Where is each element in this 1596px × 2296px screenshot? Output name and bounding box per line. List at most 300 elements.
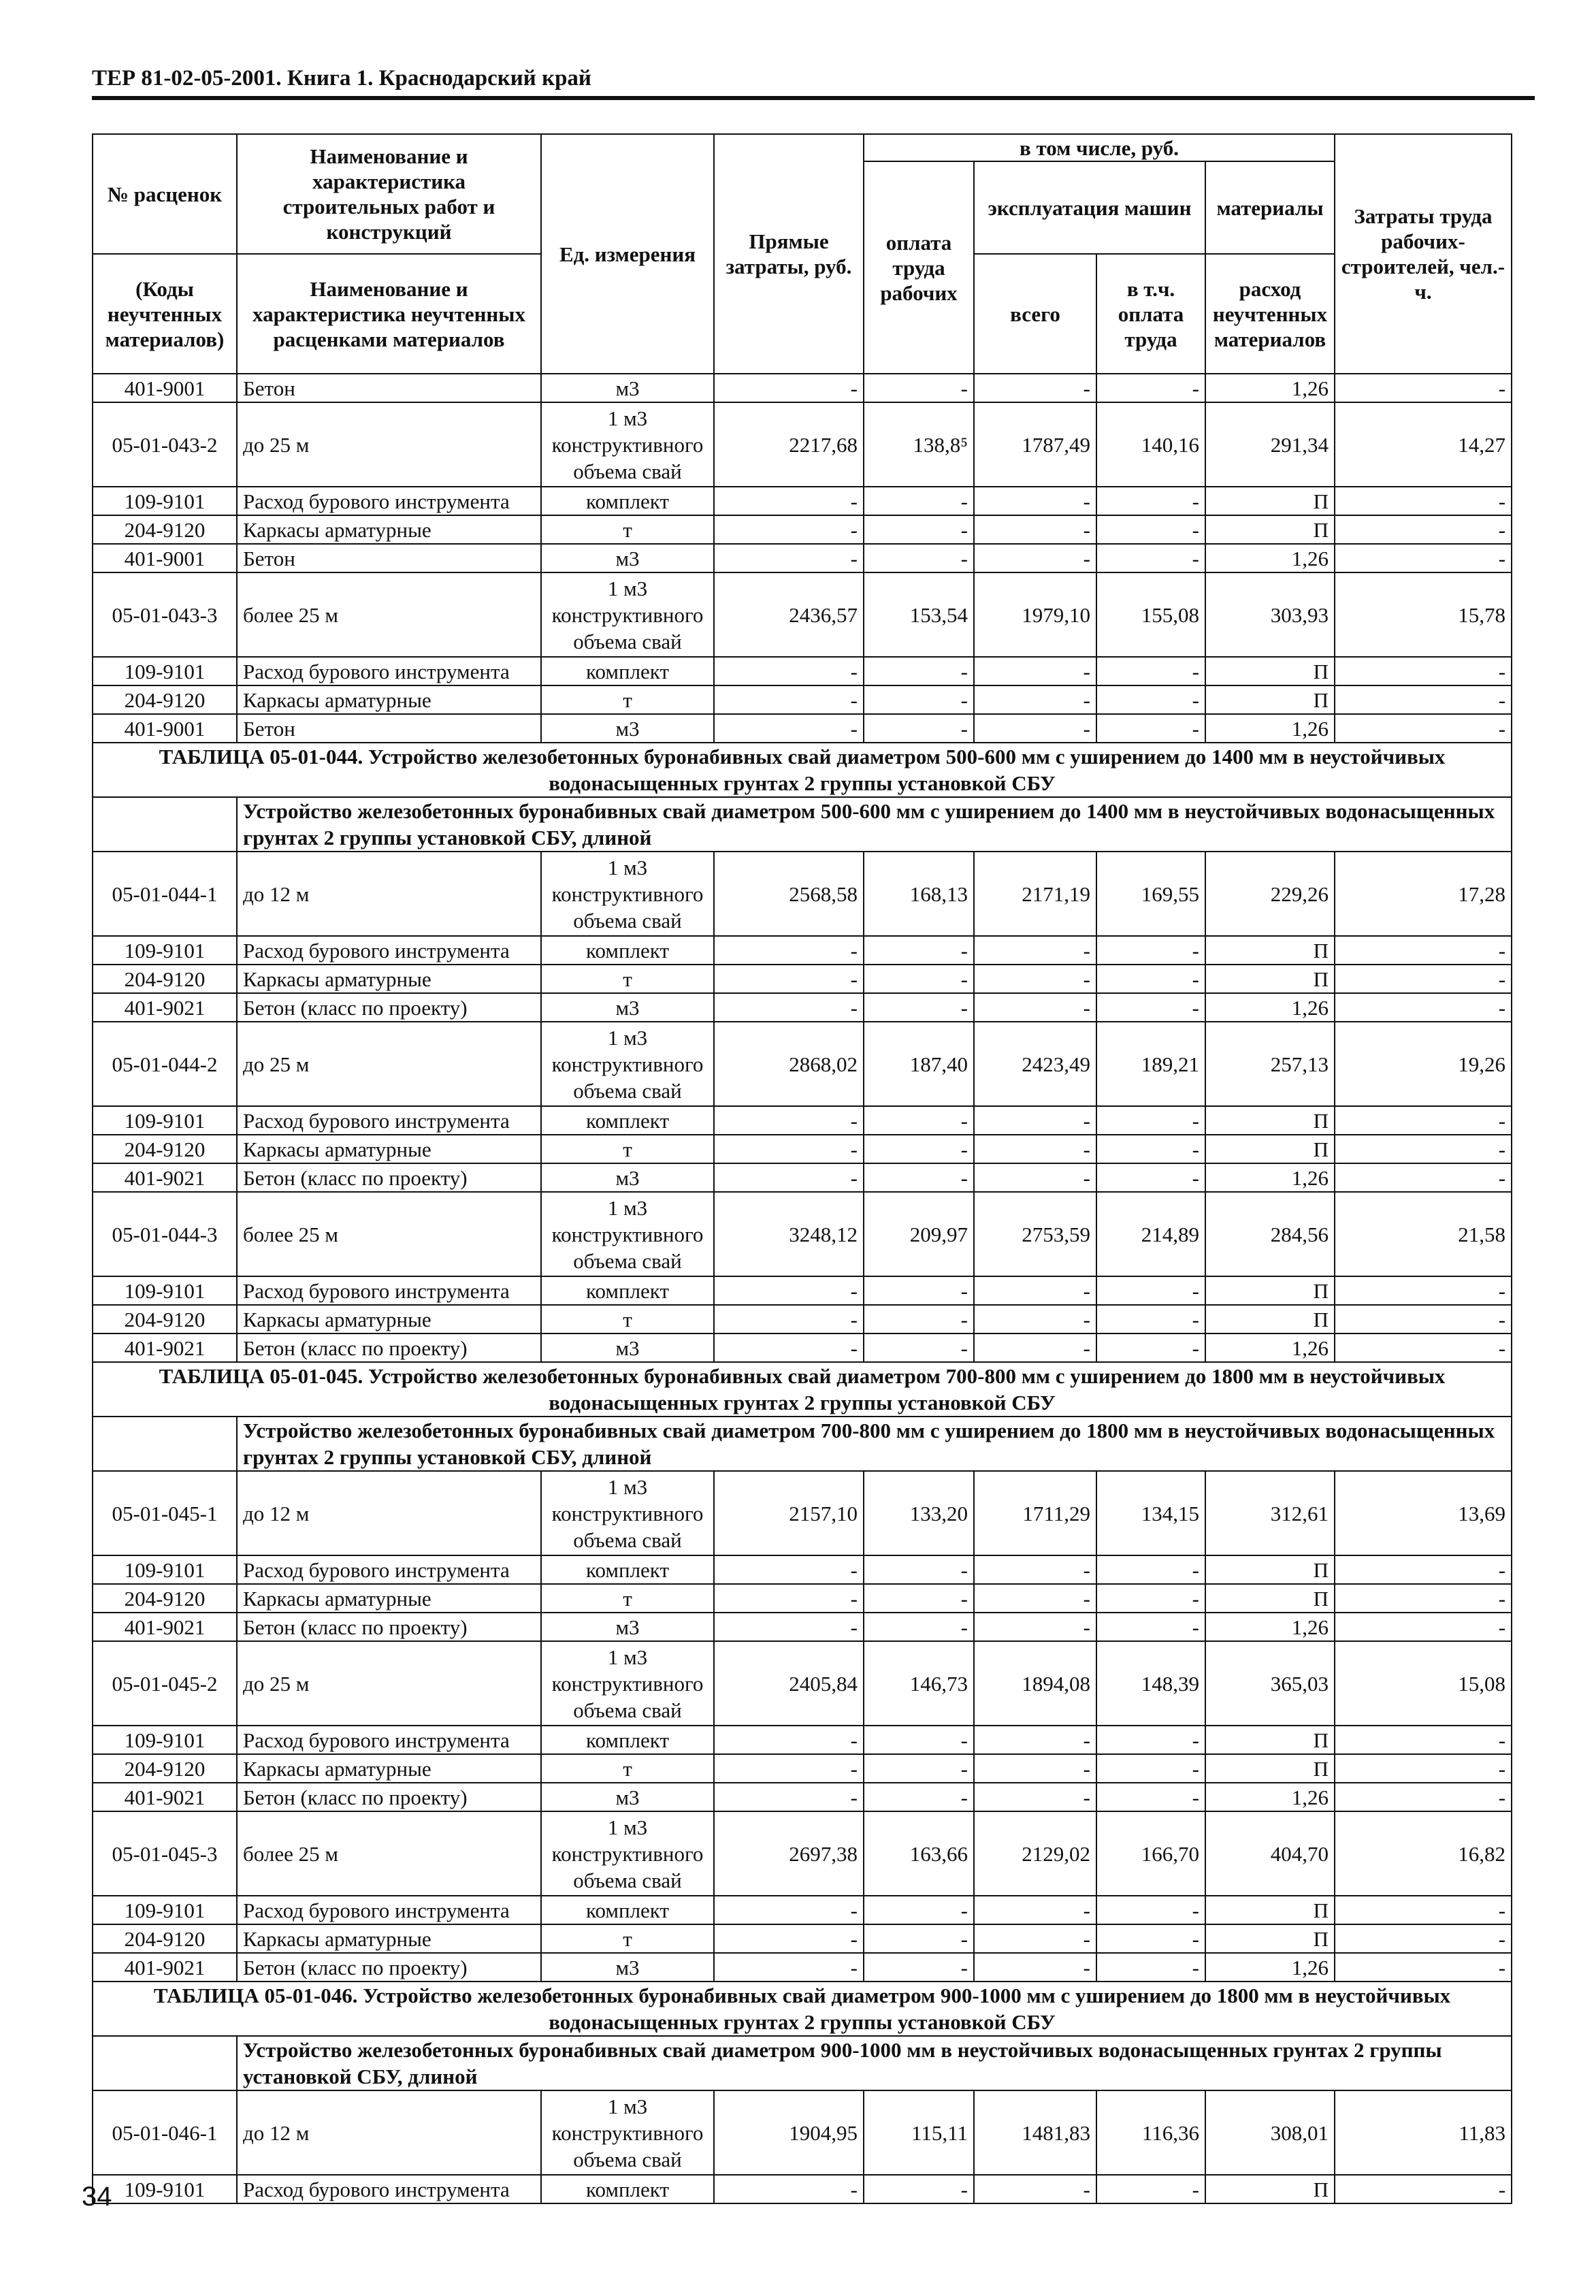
code-cell: 05-01-045-2 xyxy=(93,1641,237,1726)
direct-cost-column-header: Прямые затраты, руб. xyxy=(714,134,864,374)
materials-cell: П xyxy=(1205,1135,1335,1163)
labor-pay-cell: - xyxy=(864,1106,974,1135)
materials-cell: 303,93 xyxy=(1205,572,1335,657)
unit-cell: 1 м3 конструктивного объема свай xyxy=(541,402,714,487)
code-cell: 204-9120 xyxy=(93,1584,237,1613)
rate-row xyxy=(93,1471,1512,1555)
unit-cell: м3 xyxy=(541,544,714,572)
unit-cell: 1 м3 конструктивного объема свай xyxy=(541,2090,714,2175)
subtitle-row xyxy=(93,2036,1512,2090)
machines-total-cell: - xyxy=(974,1726,1096,1754)
labor-cost-cell: - xyxy=(1335,1726,1512,1754)
material-row xyxy=(93,2175,1512,2203)
machines-total-cell: - xyxy=(974,1754,1096,1783)
machines-total-cell: - xyxy=(974,1106,1096,1135)
machines-labor-cell: - xyxy=(1096,936,1205,965)
code-cell: 05-01-045-1 xyxy=(93,1471,237,1555)
materials-cell: 1,26 xyxy=(1205,1953,1335,1982)
unit-cell: комплект xyxy=(541,1276,714,1305)
document-title: ТЕР 81-02-05-2001. Книга 1. Краснодарский край xyxy=(92,66,591,91)
materials-cell: П xyxy=(1205,1106,1335,1135)
machines-labor-cell: - xyxy=(1096,544,1205,572)
labor-cost-cell: 17,28 xyxy=(1335,852,1512,936)
name-cell: Расход бурового инструмента xyxy=(237,657,541,685)
material-row xyxy=(93,1135,1512,1163)
materials-cell: 257,13 xyxy=(1205,1022,1335,1106)
labor-cost-cell: - xyxy=(1335,1555,1512,1584)
labor-cost-cell: - xyxy=(1335,1783,1512,1811)
machines-labor-cell: - xyxy=(1096,1135,1205,1163)
machines-labor-cell: 169,55 xyxy=(1096,852,1205,936)
materials-cell: П xyxy=(1205,1276,1335,1305)
machines-total-cell: 1894,08 xyxy=(974,1641,1096,1726)
code-cell: 05-01-044-1 xyxy=(93,852,237,936)
labor-pay-cell: - xyxy=(864,1953,974,1982)
machines-labor-cell: - xyxy=(1096,1924,1205,1953)
rate-row xyxy=(93,1811,1512,1896)
material-name: Бетон xyxy=(237,374,541,402)
direct-cost-cell: - xyxy=(714,515,864,544)
labor-cost-cell: - xyxy=(1335,1613,1512,1641)
code-cell: 401-9021 xyxy=(93,1163,237,1192)
code-cell: 204-9120 xyxy=(93,965,237,993)
labor-cost-cell: - xyxy=(1335,936,1512,965)
unit-cell: м3 xyxy=(541,374,714,402)
labor-cost-cell: 19,26 xyxy=(1335,1022,1512,1106)
name-cell: более 25 м xyxy=(237,1811,541,1896)
machines-labor-cell: 148,39 xyxy=(1096,1641,1205,1726)
machines-labor-cell: - xyxy=(1096,1953,1205,1982)
code-cell: 401-9021 xyxy=(93,1783,237,1811)
direct-cost-cell: - xyxy=(714,993,864,1022)
materials-cell: 312,61 xyxy=(1205,1471,1335,1555)
labor-cost-cell: 13,69 xyxy=(1335,1471,1512,1555)
machines-total-header: всего xyxy=(974,254,1096,374)
labor-pay-cell: - xyxy=(864,1305,974,1333)
materials-cell: П xyxy=(1205,487,1335,515)
unit-cell: т xyxy=(541,1924,714,1953)
labor-pay-cell: - xyxy=(864,1726,974,1754)
code-cell: 204-9120 xyxy=(93,1135,237,1163)
rate-row xyxy=(93,1192,1512,1276)
unit-cell: т xyxy=(541,1754,714,1783)
labor-cost-cell: - xyxy=(1335,685,1512,714)
materials-cell: П xyxy=(1205,1584,1335,1613)
labor-cost-cell: 15,78 xyxy=(1335,572,1512,657)
unit-cell: 1 м3 конструктивного объема свай xyxy=(541,852,714,936)
materials-cell: П xyxy=(1205,1555,1335,1584)
machines-labor-cell: 140,16 xyxy=(1096,402,1205,487)
labor-cost-cell: - xyxy=(1335,1135,1512,1163)
labor-pay-column-header: оплата труда рабочих xyxy=(864,161,974,374)
machines-labor-cell: - xyxy=(1096,685,1205,714)
code-cell: 204-9120 xyxy=(93,1305,237,1333)
name-cell: Расход бурового инструмента xyxy=(237,1276,541,1305)
name-cell: Бетон (класс по проекту) xyxy=(237,1613,541,1641)
code-cell: 204-9120 xyxy=(93,515,237,544)
material-row xyxy=(93,544,1512,572)
materials-cell: П xyxy=(1205,685,1335,714)
direct-cost-cell: 2868,02 xyxy=(714,1022,864,1106)
machines-total-cell: - xyxy=(974,1783,1096,1811)
labor-cost-cell: - xyxy=(1335,515,1512,544)
machines-labor-cell: - xyxy=(1096,487,1205,515)
labor-pay-cell: - xyxy=(864,936,974,965)
labor-pay-cell: - xyxy=(864,1584,974,1613)
table-subtitle: Устройство железобетонных буронабивных свай диаметром 900-1000 мм в неустойчивых водонасыщенных грунтах 2 группы установкой СБУ, длиной xyxy=(237,2036,1512,2090)
section-title: ТАБЛИЦА 05-01-045. Устройство железобетонных буронабивных свай диаметром 700-800 мм с уширением до 1800 мм в неустойчивых водонасыщенных грунтах 2 группы установкой СБУ xyxy=(93,1362,1512,1417)
material-row xyxy=(93,657,1512,685)
name-cell: Расход бурового инструмента xyxy=(237,1555,541,1584)
name-cell: Расход бурового инструмента xyxy=(237,1726,541,1754)
labor-pay-cell: - xyxy=(864,965,974,993)
direct-cost-cell: - xyxy=(714,1613,864,1641)
materials-cell: П xyxy=(1205,1305,1335,1333)
materials-cell: П xyxy=(1205,1896,1335,1924)
machines-labor-cell: - xyxy=(1096,1276,1205,1305)
labor-cost-cell: - xyxy=(1335,1106,1512,1135)
machines-total-cell: - xyxy=(974,1135,1096,1163)
code-cell: 05-01-045-3 xyxy=(93,1811,237,1896)
machines-labor-cell: - xyxy=(1096,1783,1205,1811)
direct-cost-cell: - xyxy=(714,487,864,515)
labor-cost-cell: - xyxy=(1335,714,1512,743)
code-cell: 109-9101 xyxy=(93,1726,237,1754)
name-cell: Расход бурового инструмента xyxy=(237,487,541,515)
table-body xyxy=(93,374,1512,2203)
machines-labor-cell: 155,08 xyxy=(1096,572,1205,657)
machines-total-cell: 2171,19 xyxy=(974,852,1096,936)
code-cell: 204-9120 xyxy=(93,1754,237,1783)
machines-labor-cell: - xyxy=(1096,1896,1205,1924)
machines-total-cell: - xyxy=(974,1584,1096,1613)
direct-cost-cell: - xyxy=(714,685,864,714)
machines-labor-cell: - xyxy=(1096,657,1205,685)
material-row xyxy=(93,1783,1512,1811)
materials-cell: П xyxy=(1205,965,1335,993)
code-cell: 401-9021 xyxy=(93,1333,237,1362)
material-row xyxy=(93,714,1512,743)
labor-cost-cell: - xyxy=(1335,1896,1512,1924)
code-cell: 109-9101 xyxy=(93,487,237,515)
machines-total-cell: - xyxy=(974,1613,1096,1641)
direct-cost-cell: - xyxy=(714,374,864,402)
machines-total-cell: - xyxy=(974,1333,1096,1362)
machines-labor-cell: - xyxy=(1096,993,1205,1022)
labor-cost-cell: - xyxy=(1335,2175,1512,2203)
direct-cost-cell: 2405,84 xyxy=(714,1641,864,1726)
price-table xyxy=(92,133,1512,2204)
subtitle-row xyxy=(93,1417,1512,1471)
machines-total-cell: - xyxy=(974,1276,1096,1305)
labor-pay-cell: - xyxy=(864,993,974,1022)
unit-cell: м3 xyxy=(541,993,714,1022)
direct-cost-cell: - xyxy=(714,1924,864,1953)
labor-pay-cell: - xyxy=(864,1754,974,1783)
code-cell: 401-9001 xyxy=(93,544,237,572)
materials-cell: 308,01 xyxy=(1205,2090,1335,2175)
name-cell: Расход бурового инструмента xyxy=(237,936,541,965)
machines-total-cell: 1787,49 xyxy=(974,402,1096,487)
name-cell: Расход бурового инструмента xyxy=(237,1106,541,1135)
unit-cell: комплект xyxy=(541,1555,714,1584)
labor-cost-cell: - xyxy=(1335,487,1512,515)
direct-cost-cell: - xyxy=(714,1953,864,1982)
code-cell: 05-01-046-1 xyxy=(93,2090,237,2175)
labor-pay-cell: 146,73 xyxy=(864,1641,974,1726)
direct-cost-cell: 2436,57 xyxy=(714,572,864,657)
empty-cell xyxy=(93,2036,237,2090)
machines-total-cell: 2753,59 xyxy=(974,1192,1096,1276)
machines-total-cell: - xyxy=(974,936,1096,965)
direct-cost-cell: 1904,95 xyxy=(714,2090,864,2175)
code-cell: 109-9101 xyxy=(93,936,237,965)
name-cell: Бетон (класс по проекту) xyxy=(237,1163,541,1192)
materials-cell: 1,26 xyxy=(1205,1333,1335,1362)
machines-total-cell: 1481,83 xyxy=(974,2090,1096,2175)
machines-labor-cell: - xyxy=(1096,1613,1205,1641)
machines-labor-cell: - xyxy=(1096,2175,1205,2203)
unit-cell: т xyxy=(541,965,714,993)
name-cell: до 25 м xyxy=(237,1641,541,1726)
machines-labor-header: в т.ч. оплата труда xyxy=(1096,254,1205,374)
material-row xyxy=(93,1163,1512,1192)
unit-cell: т xyxy=(541,685,714,714)
table-row xyxy=(93,374,1512,402)
machines-labor-cell: - xyxy=(1096,374,1205,402)
material-row xyxy=(93,1754,1512,1783)
code-cell: 401-9021 xyxy=(93,1613,237,1641)
name-cell: Бетон xyxy=(237,544,541,572)
unit-cell: м3 xyxy=(541,1163,714,1192)
direct-cost-cell: - xyxy=(714,965,864,993)
labor-cost-cell: - xyxy=(1335,374,1512,402)
code-column-subheader: (Коды неучтенных материалов) xyxy=(93,254,237,374)
name-cell: Каркасы арматурные xyxy=(237,1924,541,1953)
material-row xyxy=(93,1896,1512,1924)
materials-cell: 284,56 xyxy=(1205,1192,1335,1276)
material-row xyxy=(93,487,1512,515)
labor-pay-cell: - xyxy=(864,657,974,685)
machines-total-cell: - xyxy=(974,1924,1096,1953)
machines-total-cell: - xyxy=(974,374,1096,402)
name-cell: Расход бурового инструмента xyxy=(237,2175,541,2203)
labor-cost-cell: - xyxy=(1335,1953,1512,1982)
direct-cost-cell: - xyxy=(714,1276,864,1305)
machines-total-cell: 2129,02 xyxy=(974,1811,1096,1896)
section-title-row xyxy=(93,1982,1512,2036)
name-cell: до 25 м xyxy=(237,1022,541,1106)
labor-pay-cell: 163,66 xyxy=(864,1811,974,1896)
machines-total-cell: - xyxy=(974,1163,1096,1192)
machines-labor-cell: 214,89 xyxy=(1096,1192,1205,1276)
machines-total-cell: - xyxy=(974,1896,1096,1924)
material-row xyxy=(93,993,1512,1022)
materials-cell: П xyxy=(1205,1726,1335,1754)
unit-cell: комплект xyxy=(541,936,714,965)
direct-cost-cell: - xyxy=(714,1726,864,1754)
material-code: 401-9001 xyxy=(93,374,237,402)
labor-cost-cell: 14,27 xyxy=(1335,402,1512,487)
labor-cost-cell: - xyxy=(1335,1305,1512,1333)
name-cell: Бетон (класс по проекту) xyxy=(237,993,541,1022)
material-row xyxy=(93,1276,1512,1305)
materials-cell: 291,34 xyxy=(1205,402,1335,487)
unit-column-header: Ед. измерения xyxy=(541,134,714,374)
name-cell: до 12 м xyxy=(237,852,541,936)
unit-cell: 1 м3 конструктивного объема свай xyxy=(541,1022,714,1106)
material-row xyxy=(93,1613,1512,1641)
labor-cost-cell: - xyxy=(1335,1163,1512,1192)
labor-pay-cell: 209,97 xyxy=(864,1192,974,1276)
code-cell: 05-01-044-2 xyxy=(93,1022,237,1106)
labor-cost-cell: 11,83 xyxy=(1335,2090,1512,2175)
section-title: ТАБЛИЦА 05-01-044. Устройство железобетонных буронабивных свай диаметром 500-600 мм с уширением до 1400 мм в неустойчивых водонасыщенных грунтах 2 группы установкой СБУ xyxy=(93,743,1512,797)
material-row xyxy=(93,515,1512,544)
labor-cost-cell: - xyxy=(1335,657,1512,685)
name-cell: до 12 м xyxy=(237,1471,541,1555)
labor-pay-cell: 153,54 xyxy=(864,572,974,657)
labor-cost-cell: - xyxy=(1335,1333,1512,1362)
page-number: 34 xyxy=(82,2182,112,2212)
machines-total-cell: - xyxy=(974,1953,1096,1982)
unit-cell: 1 м3 конструктивного объема свай xyxy=(541,1641,714,1726)
materials-cell: 1,26 xyxy=(1205,374,1335,402)
material-row xyxy=(93,936,1512,965)
machines-labor-cell: - xyxy=(1096,1163,1205,1192)
machines-total-cell: - xyxy=(974,1305,1096,1333)
machines-labor-cell: - xyxy=(1096,965,1205,993)
materials-cell: 1,26 xyxy=(1205,1613,1335,1641)
materials-cell: П xyxy=(1205,515,1335,544)
machines-header: эксплуатация машин xyxy=(974,161,1205,254)
direct-cost-cell: - xyxy=(714,714,864,743)
code-cell: 204-9120 xyxy=(93,1924,237,1953)
labor-pay-cell: 187,40 xyxy=(864,1022,974,1106)
unit-cell: комплект xyxy=(541,657,714,685)
materials-cell: П xyxy=(1205,1924,1335,1953)
labor-pay-cell: - xyxy=(864,1783,974,1811)
material-row xyxy=(93,1106,1512,1135)
code-cell: 109-9101 xyxy=(93,1276,237,1305)
page-header xyxy=(92,65,1535,100)
direct-cost-cell: - xyxy=(714,1584,864,1613)
machines-total-cell: 2423,49 xyxy=(974,1022,1096,1106)
unit-cell: м3 xyxy=(541,714,714,743)
unit-cell: т xyxy=(541,1584,714,1613)
code-cell: 109-9101 xyxy=(93,1555,237,1584)
material-row xyxy=(93,1924,1512,1953)
name-cell: Каркасы арматурные xyxy=(237,1754,541,1783)
code-cell: 401-9001 xyxy=(93,714,237,743)
rate-row xyxy=(93,1022,1512,1106)
machines-total-cell: - xyxy=(974,544,1096,572)
labor-pay-cell: - xyxy=(864,714,974,743)
machines-total-cell: - xyxy=(974,993,1096,1022)
material-row xyxy=(93,1584,1512,1613)
table-subtitle: Устройство железобетонных буронабивных свай диаметром 700-800 мм с уширением до 1800 мм в неустойчивых водонасыщенных грунтах 2 группы установкой СБУ, длиной xyxy=(237,1417,1512,1471)
name-cell: Бетон (класс по проекту) xyxy=(237,1333,541,1362)
labor-cost-cell: - xyxy=(1335,993,1512,1022)
name-cell: до 25 м xyxy=(237,402,541,487)
materials-cell: 404,70 xyxy=(1205,1811,1335,1896)
direct-cost-cell: - xyxy=(714,2175,864,2203)
unit-cell: комплект xyxy=(541,1896,714,1924)
labor-cost-cell: 21,58 xyxy=(1335,1192,1512,1276)
name-column-header: Наименование и характеристика строительных работ и конструкций xyxy=(237,134,541,254)
unit-cell: м3 xyxy=(541,1333,714,1362)
direct-cost-cell: - xyxy=(714,1555,864,1584)
code-cell: 05-01-043-3 xyxy=(93,572,237,657)
section-title: ТАБЛИЦА 05-01-046. Устройство железобетонных буронабивных свай диаметром 900-1000 мм с уширением до 1800 мм в неустойчивых водонасыщенных грунтах 2 группы установкой СБУ xyxy=(93,1982,1512,2036)
labor-cost-cell: 16,82 xyxy=(1335,1811,1512,1896)
table-subtitle: Устройство железобетонных буронабивных свай диаметром 500-600 мм с уширением до 1400 мм в неустойчивых водонасыщенных грунтах 2 группы установкой СБУ, длиной xyxy=(237,797,1512,852)
code-column-header: № расценок xyxy=(93,134,237,254)
direct-cost-cell: 2217,68 xyxy=(714,402,864,487)
direct-cost-cell: 2157,10 xyxy=(714,1471,864,1555)
empty-cell xyxy=(93,1417,237,1471)
labor-cost-cell: - xyxy=(1335,1924,1512,1953)
section-title-row xyxy=(93,743,1512,797)
labor-pay-cell: - xyxy=(864,685,974,714)
direct-cost-cell: - xyxy=(714,936,864,965)
labor-pay-cell: - xyxy=(864,1613,974,1641)
unit-cell: м3 xyxy=(541,1613,714,1641)
labor-pay-cell: - xyxy=(864,1896,974,1924)
direct-cost-cell: - xyxy=(714,1305,864,1333)
labor-pay-cell: 115,11 xyxy=(864,2090,974,2175)
section-title-row xyxy=(93,1362,1512,1417)
material-row xyxy=(93,1333,1512,1362)
machines-labor-cell: - xyxy=(1096,1305,1205,1333)
labor-pay-cell: 168,13 xyxy=(864,852,974,936)
name-column-subheader: Наименование и характеристика неучтенных расценками материалов xyxy=(237,254,541,374)
labor-pay-cell: 133,20 xyxy=(864,1471,974,1555)
labor-pay-cell: - xyxy=(864,544,974,572)
labor-cost-cell: - xyxy=(1335,1584,1512,1613)
code-cell: 109-9101 xyxy=(93,2175,237,2203)
materials-cell: 229,26 xyxy=(1205,852,1335,936)
machines-labor-cell: - xyxy=(1096,1754,1205,1783)
materials-cell: 1,26 xyxy=(1205,544,1335,572)
code-cell: 05-01-043-2 xyxy=(93,402,237,487)
material-row xyxy=(93,1726,1512,1754)
direct-cost-cell: 2568,58 xyxy=(714,852,864,936)
labor-cost-cell: - xyxy=(1335,1276,1512,1305)
direct-cost-cell: - xyxy=(714,657,864,685)
materials-header: материалы xyxy=(1205,161,1335,254)
name-cell: Бетон (класс по проекту) xyxy=(237,1783,541,1811)
code-cell: 401-9021 xyxy=(93,1953,237,1982)
unit-cell: комплект xyxy=(541,1726,714,1754)
materials-cell: П xyxy=(1205,657,1335,685)
including-header: в том числе, руб. xyxy=(864,134,1335,161)
machines-total-cell: - xyxy=(974,2175,1096,2203)
labor-pay-cell: - xyxy=(864,374,974,402)
unit-cell: т xyxy=(541,1305,714,1333)
machines-labor-cell: - xyxy=(1096,1584,1205,1613)
machines-labor-cell: - xyxy=(1096,714,1205,743)
material-row xyxy=(93,1953,1512,1982)
unit-cell: комплект xyxy=(541,1106,714,1135)
name-cell: Расход бурового инструмента xyxy=(237,1896,541,1924)
direct-cost-cell: - xyxy=(714,1333,864,1362)
labor-cost-cell: - xyxy=(1335,544,1512,572)
machines-labor-cell: - xyxy=(1096,1726,1205,1754)
materials-sub-header: расход неучтенных материалов xyxy=(1205,254,1335,374)
unit-cell: 1 м3 конструктивного объема свай xyxy=(541,1192,714,1276)
labor-cost-cell: - xyxy=(1335,1754,1512,1783)
